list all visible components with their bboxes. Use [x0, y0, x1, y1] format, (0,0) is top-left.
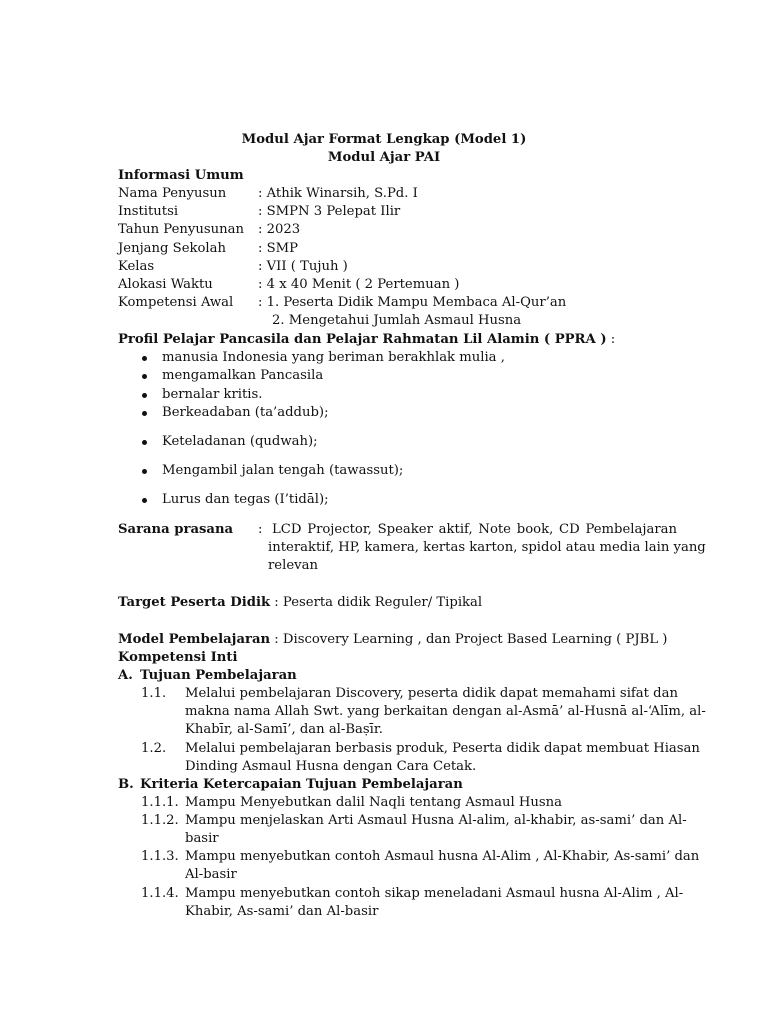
profil-heading-line: [118, 331, 615, 349]
profil-heading-colon: :: [606, 332, 616, 347]
kompetensi-awal-item-2: 2. Mengetahui Jumlah Asmaul Husna: [272, 313, 522, 328]
item-text-line: Mampu menyebutkan contoh Asmaul husna Al-Alim , Al-Khabir, As-sami’ dan: [185, 849, 700, 864]
bullet-icon: [142, 411, 147, 416]
info-value: : 4 x 40 Menit ( 2 Pertemuan ): [258, 277, 460, 292]
info-heading: Informasi Umum: [118, 168, 244, 183]
list-item: Mengambil jalan tengah (tawassut);: [162, 463, 404, 478]
target-value: : Peserta didik Reguler/ Tipikal: [270, 595, 483, 610]
bullet-icon: [142, 440, 147, 445]
list-item: Berkeadaban (ta’addub);: [162, 405, 329, 420]
list-item: manusia Indonesia yang beriman berakhlak mulia ,: [162, 350, 505, 365]
section-a-letter: A.: [118, 668, 133, 683]
item-text-line: Mampu Menyebutkan dalil Naqli tentang Asmaul Husna: [185, 795, 563, 810]
bullet-icon: [142, 393, 147, 398]
list-item: Lurus dan tegas (I’tidāl);: [162, 492, 329, 507]
info-value: : 2023: [258, 222, 301, 237]
bullet-icon: [142, 498, 147, 503]
sarana-text-line: interaktif, HP, kamera, kertas karton, spidol atau media lain yang: [268, 540, 706, 555]
item-text-line: Khabīr, al-Samī’, dan al-Baṣīr.: [185, 722, 383, 737]
item-number: 1.1.2.: [141, 813, 179, 828]
section-a-heading: Tujuan Pembelajaran: [140, 668, 297, 683]
item-number: 1.1.4.: [141, 886, 179, 901]
sarana-colon: :: [258, 522, 263, 537]
item-text-line: Melalui pembelajaran Discovery, peserta didik dapat memahami sifat dan: [185, 686, 678, 701]
target-label: Target Peserta Didik: [118, 595, 271, 610]
document-subtitle: Modul Ajar PAI: [327, 150, 441, 165]
model-line: [118, 631, 667, 649]
document-title: Modul Ajar Format Lengkap (Model 1): [241, 132, 527, 147]
bullet-icon: [142, 469, 147, 474]
info-label: Nama Penyusun: [118, 186, 227, 201]
sarana-text-line: relevan: [268, 558, 318, 573]
sarana-label: Sarana prasana: [118, 522, 234, 537]
info-label: Alokasi Waktu: [118, 277, 213, 292]
bullet-icon: [142, 374, 147, 379]
item-text-line: Melalui pembelajaran berbasis produk, Peserta didik dapat membuat Hiasan: [185, 741, 700, 756]
item-text-line: makna nama Allah Swt. yang berkaitan dengan al-Asmā’ al-Husnā al-‘Alīm, al-: [185, 704, 706, 719]
info-label: Institutsi: [118, 204, 179, 219]
list-item: mengamalkan Pancasila: [162, 368, 324, 383]
sarana-text-line: LCD Projector, Speaker aktif, Note book, CD Pembelajaran: [272, 522, 677, 537]
list-item: bernalar kritis.: [162, 387, 263, 402]
info-label: Tahun Penyusunan: [118, 222, 244, 237]
info-value: : SMPN 3 Pelepat Ilir: [258, 204, 401, 219]
bullet-icon: [142, 356, 147, 361]
info-label: Kompetensi Awal: [118, 295, 234, 310]
list-item: Keteladanan (qudwah);: [162, 434, 318, 449]
item-text-line: Mampu menyebutkan contoh sikap meneladani Asmaul husna Al-Alim , Al-: [185, 886, 684, 901]
info-value: : Athik Winarsih, S.Pd. I: [258, 186, 418, 201]
model-label: Model Pembelajaran: [118, 632, 271, 647]
item-number: 1.1.3.: [141, 849, 179, 864]
info-value: : 1. Peserta Didik Mampu Membaca Al-Qur’an: [258, 295, 567, 310]
info-label: Jenjang Sekolah: [118, 241, 227, 256]
profil-heading: Profil Pelajar Pancasila dan Pelajar Rahmatan Lil Alamin ( PPRA ): [118, 332, 607, 347]
item-number: 1.1.: [141, 686, 167, 701]
item-text-line: Al-basir: [185, 867, 237, 882]
item-text-line: Mampu menjelaskan Arti Asmaul Husna Al-alim, al-khabir, as-sami’ dan Al-: [185, 813, 687, 828]
item-text-line: Dinding Asmaul Husna dengan Cara Cetak.: [185, 759, 477, 774]
item-number: 1.1.1.: [141, 795, 179, 810]
item-text-line: basir: [185, 831, 219, 846]
target-line: [118, 594, 482, 612]
info-label: Kelas: [118, 259, 155, 274]
section-b-letter: B.: [118, 777, 134, 792]
kompetensi-inti-heading: Kompetensi Inti: [118, 650, 238, 665]
info-value: : VII ( Tujuh ): [258, 259, 348, 274]
item-number: 1.2.: [141, 741, 167, 756]
section-b-heading: Kriteria Ketercapaian Tujuan Pembelajaran: [140, 777, 463, 792]
info-value: : SMP: [258, 241, 299, 256]
model-value: : Discovery Learning , dan Project Based Learning ( PJBL ): [270, 632, 668, 647]
item-text-line: Khabir, As-sami’ dan Al-basir: [185, 904, 379, 919]
